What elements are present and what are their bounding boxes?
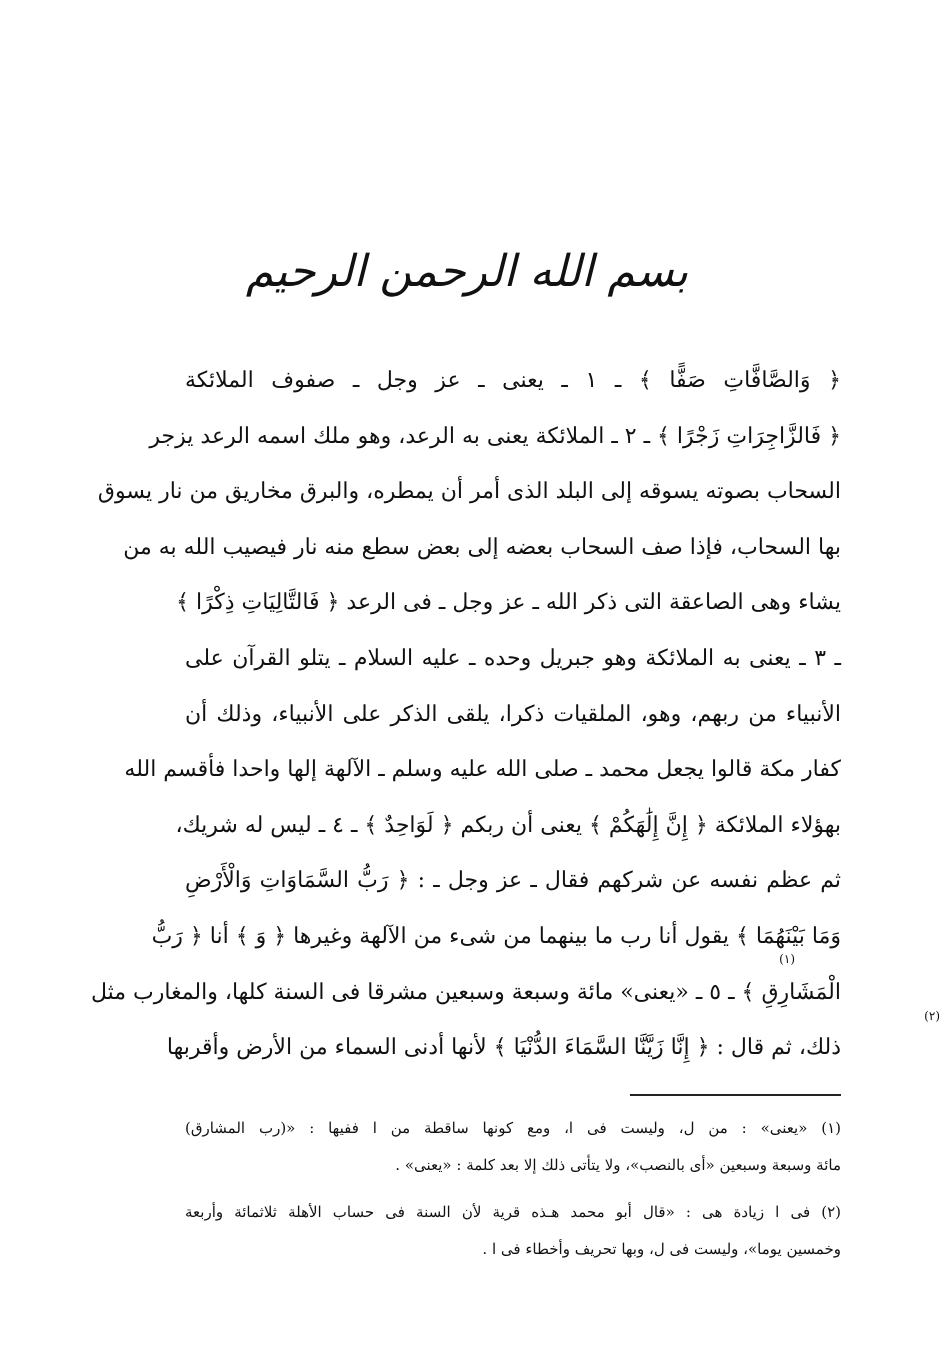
text-line: بها السحاب، فإذا صف السحاب بعضه إلى بعض سطع منه نار فيصيب الله به من <box>123 534 841 560</box>
footnote-line: وخمسين يوما»، وليست فى ل، وبها تحريف وأخطاء فى ا . <box>482 1240 841 1258</box>
footnote-line: (٢) فى ا زيادة هى : «قال أبو محمد هـذه قرية لأن السنة فى حساب الأهلة ثلاثمائة وأربعة <box>185 1203 841 1221</box>
text-line: ﴿ فَالزَّاجِرَاتِ زَجْرًا ﴾ ـ ٢ ـ الملائكة يعنى به الرعد، وهو ملك اسمه الرعد يزجر <box>149 423 841 449</box>
text-line: وَمَا بَيْنَهُمَا ﴾ يقول أنا رب ما بينهما من شىء من الآلهة وغيرها ﴿ وَ ﴾ أنا ﴿ رَبُّ <box>151 923 841 949</box>
text-line: يشاء وهى الصاعقة التى ذكر الله ـ عز وجل ـ فى الرعد ﴿ فَالتَّالِيَاتِ ذِكْرًا ﴾ <box>176 590 841 616</box>
basmala-heading: بسم الله الرحمن الرحيم <box>245 246 689 297</box>
main-text <box>90 353 842 1076</box>
footnotes-section <box>185 1110 841 1268</box>
text-line: ذلك، ثم قال : ﴿ إِنَّا زَيَّنَّا السَّمَاءَ الدُّنْيَا ﴾ لأنها أدنى السماء من الأرض وأقربها <box>166 1035 841 1061</box>
text-line: ﴿ وَالصَّافَّاتِ صَفًّا ﴾ ـ ١ ـ يعنى ـ عز وجل ـ صفوف الملائكة <box>185 368 842 393</box>
footnote-line: مائة وسبعة وسبعين «أى بالنصب»، ولا يتأتى ذلك إلا بعد كلمة : «يعنى» . <box>395 1156 841 1174</box>
footnote-line: (١) «يعنى» : من ل، وليست فى ا، ومع كونها ساقطة من ا ففيها : «(رب المشارق) <box>185 1119 841 1137</box>
text-line: بهؤلاء الملائكة ﴿ إِنَّ إِلَٰهَكُمْ ﴾ يعنى أن ربكم ﴿ لَوَاحِدٌ ﴾ ـ ٤ ـ ليس له شريك، <box>175 812 841 838</box>
text-line: الْمَشَارِقِ ﴾ ـ ٥ ـ «يعنى» مائة وسبعة وسبعين مشرقا فى السنة كلها، والمغارب مثل <box>90 979 841 1005</box>
footnote-divider <box>630 1094 841 1096</box>
footnote-mark-1: (١) <box>779 952 795 966</box>
text-line: السحاب بصوته يسوقه إلى البلد الذى أمر أن يمطره، والبرق مخاريق من نار يسوق <box>97 479 841 505</box>
text-line: الأنبياء من ربهم، وهو، الملقيات ذكرا، يلقى الذكر على الأنبياء، وذلك أن <box>185 701 841 727</box>
text-line: كفار مكة قالوا يجعل محمد ـ صلى الله عليه وسلم ـ الآلهة إلها واحدا فأقسم الله <box>124 757 841 783</box>
text-line: ـ ٣ ـ يعنى به الملائكة وهو جبريل وحده ـ عليه السلام ـ يتلو القرآن على <box>185 645 841 671</box>
footnote-mark-2: (٢) <box>924 1009 940 1023</box>
text-line: ثم عظم نفسه عن شركهم فقال ـ عز وجل ـ : ﴿ رَبُّ السَّمَاوَاتِ وَالْأَرْضِ <box>185 868 841 894</box>
